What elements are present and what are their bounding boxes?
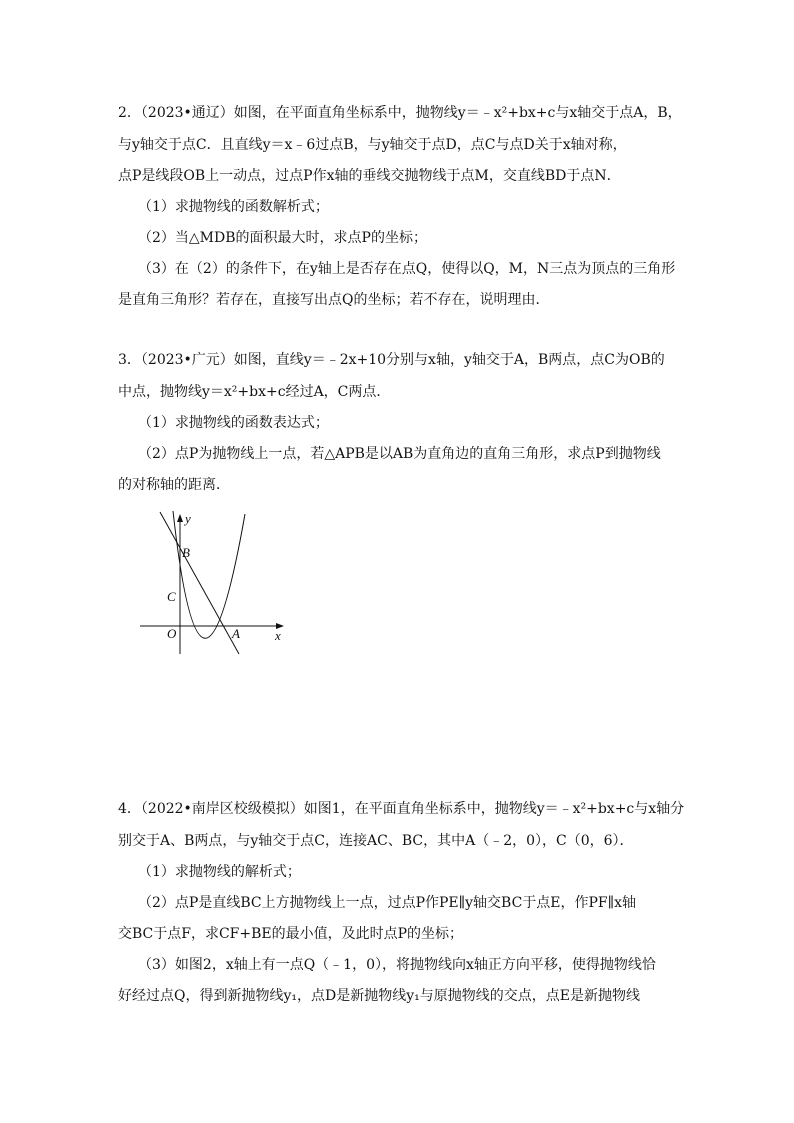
problem-4-question-2: （2）点P是直线BC上方抛物线上一点，过点P作PE∥y轴交BC于点E，作PF∥x轴 <box>138 895 636 911</box>
problem-4-line-5: 交BC于点F，求CF+BE的最小值，及此时点P的坐标； <box>118 926 464 942</box>
problem-2-question-3: （3）在（2）的条件下，在y轴上是否存在点Q，使得以Q，M，N三点为顶点的三角形 <box>138 261 676 277</box>
problem-3-question-1: （1）求抛物线的函数表达式； <box>138 415 329 431</box>
problem-4-question-1: （1）求抛物线的解析式； <box>138 864 301 880</box>
problem-2-line-7: 是直角三角形？若存在，直接写出点Q的坐标；若不存在，说明理由． <box>118 292 550 308</box>
problem-2-question-2: （2）当△MDB的面积最大时，求点P的坐标； <box>138 230 427 246</box>
problem-4-line-1: 4．（2022•南岸区校级模拟）如图1，在平面直角坐标系中，抛物线y＝﹣x²+bx+c与x轴分 <box>118 801 685 817</box>
origin-label: O <box>167 626 177 641</box>
point-a-label: A <box>232 626 240 641</box>
problem-4-line-7: 好经过点Q，得到新抛物线y₁，点D是新抛物线y₁与原抛物线的交点，点E是新抛物线 <box>118 988 640 1004</box>
y-axis-label: y <box>185 511 191 526</box>
x-axis-label: x <box>275 628 281 643</box>
point-c-label: C <box>167 589 176 604</box>
point-b-label: B <box>182 545 190 560</box>
problem-3-figure <box>135 506 295 666</box>
problem-2-question-1: （1）求抛物线的函数解析式； <box>138 199 329 215</box>
problem-4-question-3: （3）如图2，x轴上有一点Q（﹣1，0），将抛物线向x轴正方向平移，使得抛物线恰 <box>138 957 656 973</box>
problem-3-line-5: 的对称轴的距离． <box>118 477 230 493</box>
parabola <box>173 511 245 638</box>
problem-2-line-3: 点P是线段OB上一动点，过点P作x轴的垂线交抛物线于点M，交直线BD于点N． <box>118 168 621 184</box>
problem-4-line-2: 别交于A、B两点，与y轴交于点C，连接AC、BC，其中A（﹣2，0），C（0，6）． <box>118 833 634 849</box>
problem-3-line-2: 中点，抛物线y＝x²+bx+c经过A，C两点． <box>118 384 391 400</box>
problem-2-line-2: 与y轴交于点C．且直线y＝x﹣6过点B，与y轴交于点D，点C与点D关于x轴对称， <box>118 137 627 153</box>
y-axis-arrow <box>177 514 183 522</box>
problem-3-line-1: 3．（2023•广元）如图，直线y＝﹣2x+10分别与x轴，y轴交于A，B两点，点C为OB的 <box>118 352 665 368</box>
problem-3-question-2: （2）点P为抛物线上一点，若△APB是以AB为直角边的直角三角形，求点P到抛物线 <box>138 446 661 462</box>
problem-2-line-1: 2．（2023•通辽）如图，在平面直角坐标系中，抛物线y＝﹣x²+bx+c与x轴交于点A，B， <box>118 105 682 121</box>
